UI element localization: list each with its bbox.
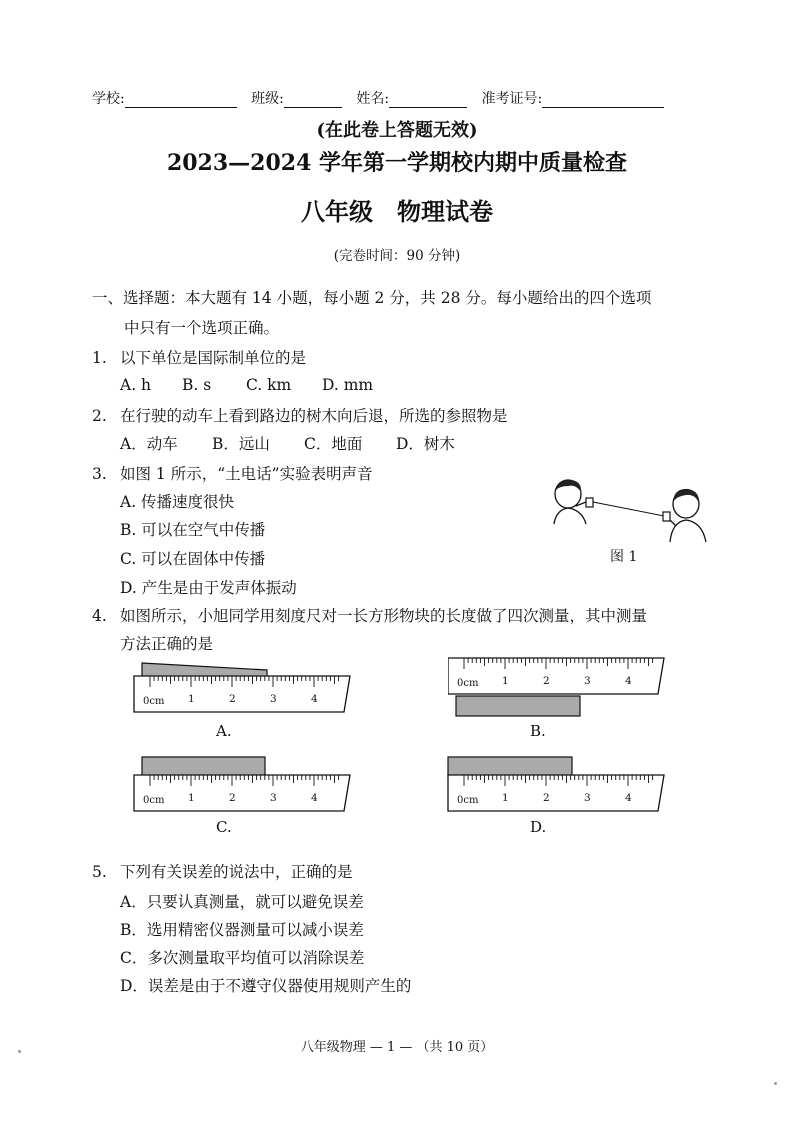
question-number: 2.: [92, 407, 107, 425]
name-field[interactable]: [389, 93, 467, 108]
figure-1-caption: 图 1: [610, 549, 638, 565]
exam-no-field[interactable]: [542, 93, 664, 108]
name-label: 姓名:: [356, 91, 390, 107]
scan-speck: [18, 1050, 21, 1053]
option[interactable]: C．多次测量取平均值可以消除误差: [120, 949, 365, 967]
exam-no-label: 准考证号:: [481, 91, 543, 107]
question-number: 5.: [92, 863, 107, 881]
block-below: [456, 696, 580, 716]
ruler-tick-label: 3: [270, 693, 277, 705]
option[interactable]: C. 可以在固体中传播: [120, 550, 266, 568]
question-3: [92, 462, 373, 484]
ruler-figure-a: [132, 660, 354, 722]
section-heading-cont: 中只有一个选项正确。: [124, 319, 280, 337]
question-4: [92, 604, 647, 626]
option[interactable]: B. 可以在空气中传播: [120, 521, 266, 539]
exam-title: 2023—2024 学年第一学期校内期中质量检查: [166, 150, 628, 176]
ruler-unit-label: 0cm: [143, 696, 165, 707]
option[interactable]: D．误差是由于不遵守仪器使用规则产生的: [120, 977, 412, 995]
ruler-d-svg: [446, 754, 668, 814]
ruler-body: [448, 658, 664, 694]
section-heading: 一、选择题：本大题有 14 小题，每小题 2 分，共 28 分。每小题给出的四个选项: [92, 289, 652, 307]
ruler-tick-label: 2: [229, 693, 236, 705]
ruler-c-svg: [132, 754, 354, 814]
ruler-tick-label: 2: [229, 792, 236, 804]
ruler-tick-label: 4: [311, 792, 318, 804]
option[interactable]: A．动车: [120, 435, 178, 453]
exam-time: (完卷时间：90 分钟): [333, 248, 461, 264]
block-on-top: [142, 757, 265, 777]
question-stem: 以下单位是国际制单位的是: [120, 349, 307, 367]
school-label: 学校:: [92, 91, 125, 107]
ruler-tick-label: 2: [543, 792, 550, 804]
ruler-b-svg: [448, 654, 670, 718]
option[interactable]: C. km: [246, 376, 292, 394]
student-info-header: [92, 88, 674, 108]
class-label: 班级:: [251, 91, 284, 107]
question-stem: 下列有关误差的说法中，正确的是: [120, 863, 353, 881]
option[interactable]: D．树木: [396, 435, 455, 453]
ruler-tick-label: 4: [311, 693, 318, 705]
ruler-figure-c: [132, 754, 354, 818]
question-1: [92, 346, 306, 368]
ruler-tick-label: 3: [584, 792, 591, 804]
course-label: 物理试卷: [397, 197, 493, 226]
question-2-options: [120, 432, 455, 454]
question-number: 4.: [92, 607, 107, 625]
ruler-tick-label: 2: [543, 675, 550, 687]
option[interactable]: D. mm: [322, 376, 374, 394]
question-4-stem-cont: 方法正确的是: [120, 635, 214, 653]
ruler-tick-label: 4: [625, 675, 632, 687]
subject-title: [0, 192, 794, 227]
ruler-body: [448, 775, 664, 811]
ruler-tick-label: 3: [270, 792, 277, 804]
school-field[interactable]: [125, 93, 237, 108]
option-label-a[interactable]: A.: [216, 722, 232, 740]
ruler-body: [134, 775, 350, 811]
block-on-top: [448, 757, 572, 777]
question-1-options: [120, 376, 373, 394]
option[interactable]: A．只要认真测量，就可以避免误差: [120, 893, 364, 911]
ruler-figure-b: [448, 654, 670, 722]
option[interactable]: D. 产生是由于发声体振动: [120, 579, 297, 597]
ruler-figure-d: [446, 754, 668, 818]
question-stem: 在行驶的动车上看到路边的树木向后退，所选的参照物是: [120, 407, 508, 425]
ruler-tick-label: 4: [625, 792, 632, 804]
grade-label: 八年级: [301, 197, 373, 226]
scan-speck: [774, 1082, 777, 1085]
option-label-b[interactable]: B.: [530, 722, 546, 740]
ruler-unit-label: 0cm: [143, 795, 165, 806]
class-field[interactable]: [284, 93, 342, 108]
option-label-d[interactable]: D.: [530, 818, 547, 836]
tin-can-telephone-figure: [546, 476, 716, 546]
option-label-c[interactable]: C.: [216, 818, 232, 836]
question-2: [92, 404, 508, 426]
ruler-unit-label: 0cm: [457, 795, 479, 806]
option[interactable]: C．地面: [304, 435, 363, 453]
invalid-answer-note: (在此卷上答题无效): [316, 120, 478, 141]
option[interactable]: B．远山: [212, 435, 270, 453]
question-number: 1.: [92, 349, 107, 367]
option[interactable]: A. h: [120, 376, 152, 394]
page-footer: 八年级物理 — 1 — （共 10 页）: [300, 1040, 494, 1055]
question-stem: 如图 1 所示，“土电话”实验表明声音: [120, 465, 373, 483]
ruler-body: [134, 676, 350, 712]
ruler-tick-label: 1: [188, 792, 195, 804]
ruler-a-svg: [132, 660, 354, 718]
ruler-unit-label: 0cm: [457, 678, 479, 689]
question-stem: 如图所示，小旭同学用刻度尺对一长方形物块的长度做了四次测量，其中测量: [120, 607, 648, 625]
ruler-tick-label: 1: [502, 675, 509, 687]
option[interactable]: B．选用精密仪器测量可以减小误差: [120, 921, 364, 939]
ruler-tick-label: 1: [188, 693, 195, 705]
option[interactable]: A. 传播速度很快: [120, 493, 235, 511]
option[interactable]: B. s: [182, 376, 212, 394]
question-number: 3.: [92, 465, 107, 483]
ruler-tick-label: 1: [502, 792, 509, 804]
question-5: [92, 860, 353, 882]
ruler-tick-label: 3: [584, 675, 591, 687]
